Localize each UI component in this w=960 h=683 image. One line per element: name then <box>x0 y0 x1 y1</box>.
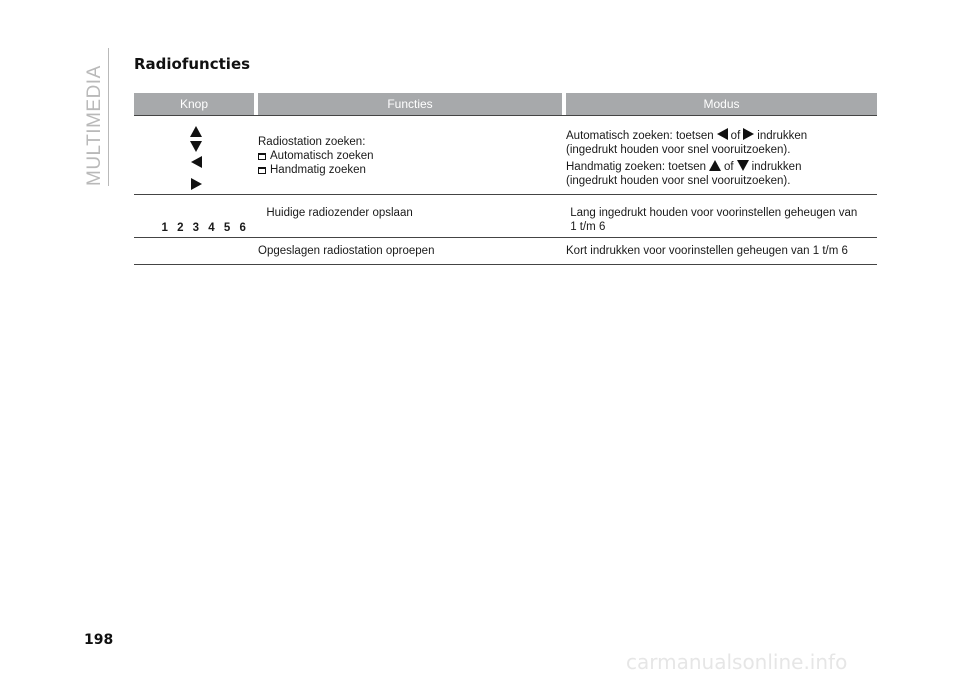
page-title: Radiofuncties <box>134 55 251 73</box>
table-header <box>134 93 877 115</box>
header-knop: Knop <box>134 93 254 115</box>
modus-cell <box>570 195 877 237</box>
modus-line <box>566 128 877 143</box>
bullet-icon <box>258 153 266 160</box>
arrow-right-icon <box>191 178 202 190</box>
modus-of: of <box>730 130 741 142</box>
knop-cell-empty <box>134 238 258 264</box>
modus-text: Handmatig zoeken: toetsen <box>566 161 707 173</box>
functie-cell: Opgeslagen radiostation oproepen <box>258 245 435 257</box>
arrow-right-icon <box>743 128 754 140</box>
functie-cell: Huidige radiozender opslaan <box>266 207 413 219</box>
list-item <box>258 163 566 177</box>
arrow-up-icon <box>709 160 721 171</box>
page-number: 198 <box>84 632 114 648</box>
modus-text: indrukken <box>751 161 802 173</box>
functie-cell <box>258 116 566 194</box>
modus-text: Automatisch zoeken: toetsen <box>566 130 714 142</box>
preset-buttons-label: 1 2 3 4 5 6 <box>161 222 249 234</box>
bullet-icon <box>258 167 266 174</box>
arrow-down-icon <box>737 160 749 171</box>
arrow-down-icon <box>190 141 202 152</box>
modus-line: (ingedrukt houden voor snel vooruitzoeken). <box>566 144 791 156</box>
modus-line: Lang ingedrukt houden voor voorinstellen geheugen van <box>570 207 858 219</box>
arrow-left-icon <box>191 156 202 168</box>
knop-cell-arrows <box>134 116 258 194</box>
modus-line <box>566 160 877 174</box>
list-item <box>258 149 566 163</box>
modus-line: 1 t/m 6 <box>570 221 606 233</box>
functie-item-label: Automatisch zoeken <box>270 150 374 162</box>
header-modus: Modus <box>566 93 877 115</box>
table-row <box>134 115 877 195</box>
table-row <box>134 238 877 265</box>
modus-cell <box>566 116 877 194</box>
radio-functions-table <box>134 93 877 265</box>
modus-cell: Kort indrukken voor voorinstellen geheugen van 1 t/m 6 <box>566 245 848 257</box>
modus-of: of <box>724 161 734 173</box>
modus-line: (ingedrukt houden voor snel vooruitzoeken). <box>566 175 791 187</box>
arrow-left-icon <box>717 128 728 140</box>
table-row <box>134 195 877 238</box>
watermark: carmanualsonline.info <box>626 650 848 674</box>
header-functies: Functies <box>258 93 562 115</box>
section-rule <box>108 48 109 186</box>
modus-text: indrukken <box>757 130 808 142</box>
functie-item-label: Handmatig zoeken <box>270 164 366 176</box>
functie-intro: Radiostation zoeken: <box>258 136 366 148</box>
arrow-up-icon <box>190 126 202 137</box>
section-label: MULTIMEDIA <box>84 65 105 186</box>
